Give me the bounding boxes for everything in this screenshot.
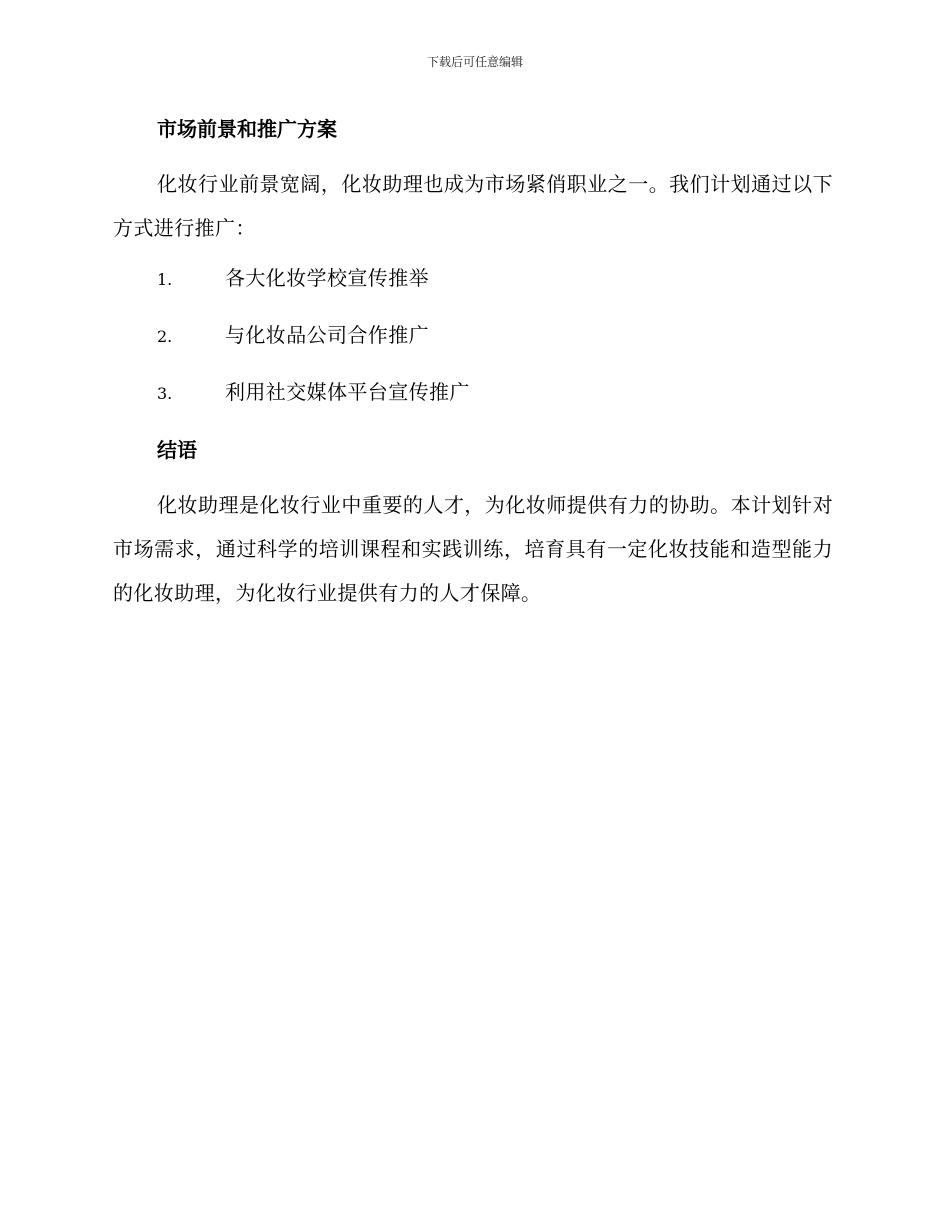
list-item [113, 262, 833, 296]
list-item-text: 各大化妆学校宣传推举 [225, 266, 429, 290]
list-item [113, 319, 833, 353]
list-item-number: 2. [157, 327, 173, 346]
page-header-note: 下载后可任意编辑 [426, 55, 523, 69]
document-body [113, 112, 833, 627]
list-item-text: 与化妆品公司合作推广 [225, 323, 429, 347]
list-item-number: 3. [157, 384, 173, 403]
section-title-market: 市场前景和推广方案 [157, 117, 337, 141]
conclusion-paragraph: 化妆助理是化妆行业中重要的人才，为化妆师提供有力的协助。本计划针对市场需求，通过科学的培训课程和实践训练，培育具有一定化妆技能和造型能力的化妆助理，为化妆行业提供有力的人才保障。 [113, 493, 833, 605]
section-title-conclusion: 结语 [157, 438, 197, 462]
market-intro-paragraph: 化妆行业前景宽阔，化妆助理也成为市场紧俏职业之一。我们计划通过以下方式进行推广： [113, 172, 833, 240]
list-item [113, 376, 833, 410]
list-item-text: 利用社交媒体平台宣传推广 [225, 380, 470, 404]
promotion-list [113, 262, 833, 410]
list-item-number: 1. [157, 270, 173, 289]
